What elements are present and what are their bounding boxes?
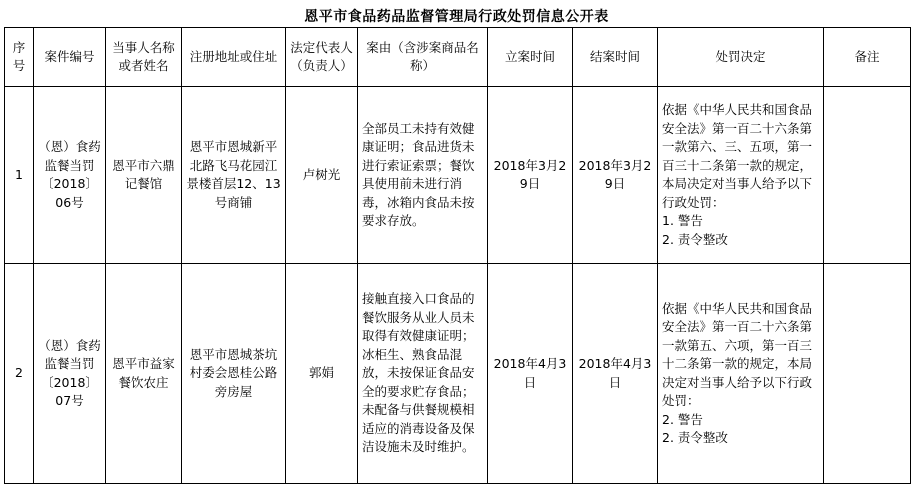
page-title: 恩平市食品药品监督管理局行政处罚信息公开表 <box>304 9 609 25</box>
header-decision: 处罚决定 <box>658 28 824 87</box>
penalty-table <box>4 27 911 484</box>
cell-remarks <box>824 264 911 484</box>
header-legal-rep: 法定代表人（负责人） <box>286 28 358 87</box>
cell-legal-rep: 卢树光 <box>286 87 358 264</box>
header-seq: 序号 <box>5 28 34 87</box>
cell-party: 恩平市益家餐饮农庄 <box>106 264 182 484</box>
cell-case-no: （恩）食药监餐当罚〔2018〕06号 <box>34 87 106 264</box>
cell-seq: 2 <box>5 264 34 484</box>
decision-item: 2. 责令整改 <box>662 430 728 445</box>
cell-closing-date: 2018年4月3日 <box>573 264 658 484</box>
cell-decision <box>658 87 824 264</box>
cell-address: 恩平市恩城茶坑村委会恩桂公路旁房屋 <box>182 264 286 484</box>
table-row <box>5 264 911 484</box>
header-remarks: 备注 <box>824 28 911 87</box>
cell-address: 恩平市恩城新平北路飞马花园江景楼首层12、13号商铺 <box>182 87 286 264</box>
cell-decision <box>658 264 824 484</box>
decision-item: 1. 警告 <box>662 213 703 228</box>
header-case-no: 案件编号 <box>34 28 106 87</box>
cell-cause: 接触直接入口食品的餐饮服务从业人员未取得有效健康证明；冰柜生、熟食品混放，未按保证食品安全的要求贮存食品；未配备与供餐规模相适应的消毒设备及保洁设施未及时维护。 <box>358 264 488 484</box>
header-cause: 案由（含涉案商品名称） <box>358 28 488 87</box>
header-row <box>5 28 911 87</box>
decision-text: 依据《中华人民共和国食品安全法》第一百二十六条第一款第五、六项，第一百三十二条第一款的规定，本局决定对当事人给予以下行政处罚： <box>662 300 813 408</box>
cell-filing-date: 2018年4月3日 <box>488 264 573 484</box>
cell-closing-date: 2018年3月29日 <box>573 87 658 264</box>
cell-seq: 1 <box>5 87 34 264</box>
cell-case-no: （恩）食药监餐当罚〔2018〕07号 <box>34 264 106 484</box>
decision-item: 2. 警告 <box>662 411 703 427</box>
cell-remarks <box>824 87 911 264</box>
header-closing-date: 结案时间 <box>573 28 658 87</box>
decision-item: 2. 责令整改 <box>662 231 728 247</box>
table-row <box>5 87 911 264</box>
header-party: 当事人名称或者姓名 <box>106 28 182 87</box>
cell-cause: 全部员工未持有效健康证明；食品进货未进行索证索票；餐饮具使用前未进行消毒，冰箱内食品未按要求存放。 <box>358 87 488 264</box>
cell-filing-date: 2018年3月29日 <box>488 87 573 264</box>
header-filing-date: 立案时间 <box>488 28 573 87</box>
cell-party: 恩平市六鼎记餐馆 <box>106 87 182 264</box>
decision-text: 依据《中华人民共和国食品安全法》第一百二十六条第一款第六、三、五项，第一百三十二条第一款的规定，本局决定对当事人给予以下行政处罚： <box>662 102 813 210</box>
cell-legal-rep: 郭娟 <box>286 264 358 484</box>
header-address: 注册地址或住址 <box>182 28 286 87</box>
